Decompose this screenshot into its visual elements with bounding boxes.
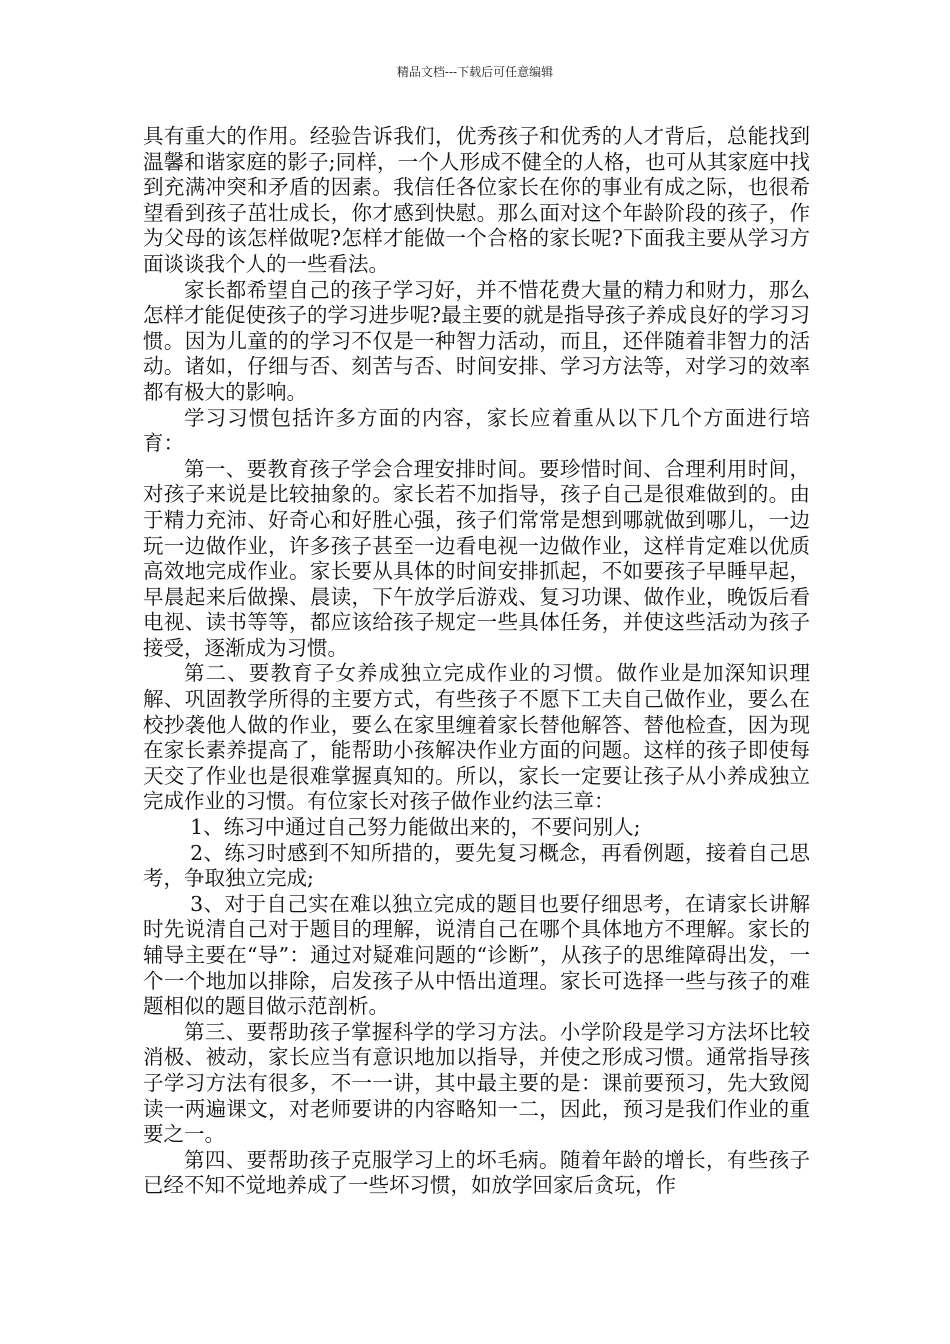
paragraph-point-four: 第四、要帮助孩子克服学习上的坏毛病。随着年龄的增长，有些孩子已经不知不觉地养成了一些坏习惯，如放学回家后贪玩，作 [143,1147,810,1198]
paragraph-point-two: 第二、要教育子女养成独立完成作业的习惯。做作业是加深知识理解、巩固教学所得的主要方式，有些孩子不愿下工夫自己做作业，要么在校抄袭他人做的作业，要么在家里缠着家长替他解答、替他检查，因为现在家长素养提高了，能帮助小孩解决作业方面的问题。这样的孩子即使每天交了作业也是很难掌握真知的。所以，家长一定要让孩子从小养成独立完成作业的习惯。有位家长对孩子做作业约法三章： [143,661,810,814]
document-body [143,124,810,1199]
paragraph-habits-overview: 学习习惯包括许多方面的内容，家长应着重从以下几个方面进行培育： [143,405,810,456]
paragraph-intro-continuation: 具有重大的作用。经验告诉我们，优秀孩子和优秀的人才背后，总能找到温馨和谐家庭的影子;同样，一个人形成不健全的人格，也可从其家庭中找到充满冲突和矛盾的因素。我信任各位家长在你的事业有成之际，也很希望看到孩子茁壮成长，你才感到快慰。那么面对这个年龄阶段的孩子，作为父母的该怎样做呢?怎样才能做一个合格的家长呢?下面我主要从学习方面谈谈我个人的一些看法。 [143,124,810,276]
paragraph-rule-three: 3、对于自己实在难以独立完成的题目也要仔细思考，在请家长讲解时先说清自己对于题目的理解，说清自己在哪个具体地方不理解。家长的辅导主要在“导”：通过对疑难问题的“诊断”，从孩子的思维障碍出发，一个一个地加以排除，启发孩子从中悟出道理。家长可选择一些与孩子的难题相似的题目做示范剖析。 [143,891,810,1019]
paragraph-study-progress: 家长都希望自己的孩子学习好，并不惜花费大量的精力和财力，那么怎样才能促使孩子的学习进步呢?最主要的就是指导孩子养成良好的学习习惯。因为儿童的的学习不仅是一种智力活动，而且，还伴随着非智力的活动。诸如，仔细与否、刻苦与否、时间安排、学习方法等，对学习的效率都有极大的影响。 [143,277,810,404]
paragraph-point-three: 第三、要帮助孩子掌握科学的学习方法。小学阶段是学习方法坏比较消极、被动，家长应当有意识地加以指导，并使之形成习惯。通常指导孩子学习方法有很多，不一一讲，其中最主要的是：课前要预习，先大致阅读一两遍课文，对老师要讲的内容略知一二，因此，预习是我们作业的重要之一。 [143,1019,810,1147]
paragraph-rule-two: 2、练习时感到不知所措的，要先复习概念，再看例题，接着自己思考，争取独立完成; [143,840,810,891]
paragraph-point-one: 第一、要教育孩子学会合理安排时间。要珍惜时间、合理利用时间，对孩子来说是比较抽象的。家长若不加指导，孩子自己是很难做到的。由于精力充沛、好奇心和好胜心强，孩子们常常是想到哪就做到哪儿，一边玩一边做作业，许多孩子甚至一边看电视一边做作业，这样肯定难以优质高效地完成作业。家长要从具体的时间安排抓起，不如要孩子早睡早起，早晨起来后做操、晨读，下午放学后游戏、复习功课、做作业，晚饭后看电视、读书等等，都应该给孩子规定一些具体任务，并使这些活动为孩子接受，逐渐成为习惯。 [143,456,810,660]
page-header: 精品文档---下载后可任意编辑 [396,65,554,79]
paragraph-rule-one: 1、练习中通过自己努力能做出来的，不要问别人; [190,815,641,840]
